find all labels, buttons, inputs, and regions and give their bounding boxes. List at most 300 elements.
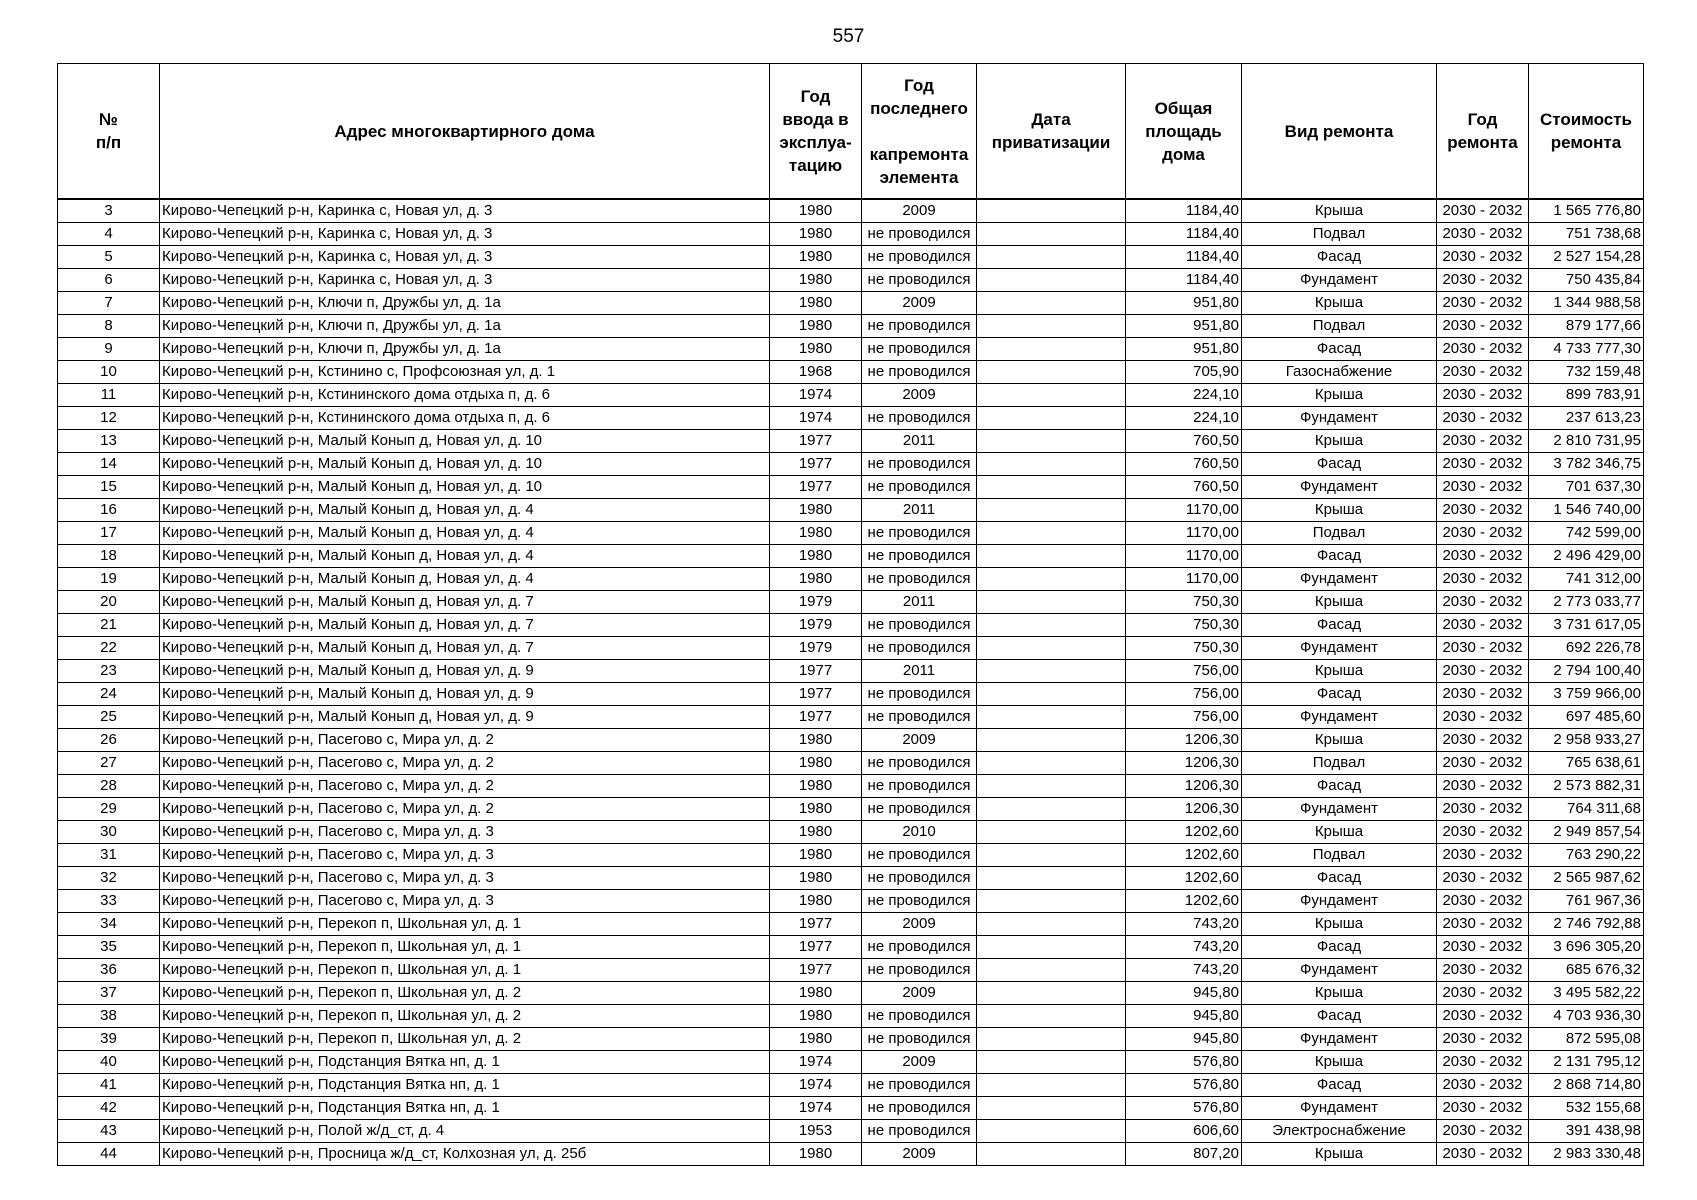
cell-year-built: 1979 [770, 591, 862, 614]
cell-privatization-date [977, 1143, 1126, 1166]
col-total-area-header-line: дома [1162, 144, 1205, 164]
cell-last-repair: не проводился [862, 614, 977, 637]
cell-repair-type: Крыша [1242, 982, 1437, 1005]
cell-address: Кирово-Чепецкий р-н, Малый Конып д, Новая ул, д. 4 [160, 522, 770, 545]
cell-repair-cost: 751 738,68 [1529, 223, 1644, 246]
cell-number: 43 [58, 1120, 160, 1143]
table-row [58, 361, 1644, 384]
cell-repair-cost: 2 527 154,28 [1529, 246, 1644, 269]
table-row [58, 499, 1644, 522]
cell-address: Кирово-Чепецкий р-н, Перекоп п, Школьная ул, д. 1 [160, 936, 770, 959]
cell-year-built: 1977 [770, 453, 862, 476]
cell-address: Кирово-Чепецкий р-н, Просница ж/д_ст, Колхозная ул, д. 25б [160, 1143, 770, 1166]
cell-number: 17 [58, 522, 160, 545]
cell-repair-cost: 391 438,98 [1529, 1120, 1644, 1143]
cell-address: Кирово-Чепецкий р-н, Каринка с, Новая ул, д. 3 [160, 199, 770, 223]
cell-address: Кирово-Чепецкий р-н, Малый Конып д, Новая ул, д. 10 [160, 453, 770, 476]
cell-total-area: 1206,30 [1126, 729, 1242, 752]
cell-total-area: 1206,30 [1126, 798, 1242, 821]
cell-privatization-date [977, 269, 1126, 292]
cell-number: 12 [58, 407, 160, 430]
cell-number: 33 [58, 890, 160, 913]
cell-repair-year: 2030 - 2032 [1437, 798, 1529, 821]
cell-total-area: 1202,60 [1126, 867, 1242, 890]
cell-address: Кирово-Чепецкий р-н, Малый Конып д, Новая ул, д. 4 [160, 568, 770, 591]
cell-repair-type: Крыша [1242, 821, 1437, 844]
cell-last-repair: не проводился [862, 476, 977, 499]
cell-privatization-date [977, 637, 1126, 660]
cell-repair-type: Крыша [1242, 591, 1437, 614]
cell-repair-year: 2030 - 2032 [1437, 1005, 1529, 1028]
cell-total-area: 750,30 [1126, 614, 1242, 637]
cell-last-repair: не проводился [862, 1028, 977, 1051]
cell-last-repair: не проводился [862, 752, 977, 775]
cell-repair-type: Подвал [1242, 752, 1437, 775]
cell-repair-type: Крыша [1242, 729, 1437, 752]
cell-repair-year: 2030 - 2032 [1437, 246, 1529, 269]
cell-privatization-date [977, 591, 1126, 614]
cell-year-built: 1979 [770, 637, 862, 660]
cell-total-area: 1170,00 [1126, 499, 1242, 522]
cell-address: Кирово-Чепецкий р-н, Малый Конып д, Новая ул, д. 10 [160, 476, 770, 499]
cell-number: 37 [58, 982, 160, 1005]
cell-last-repair: 2011 [862, 499, 977, 522]
cell-number: 24 [58, 683, 160, 706]
table-header-row [58, 64, 1644, 200]
cell-number: 11 [58, 384, 160, 407]
cell-number: 22 [58, 637, 160, 660]
cell-repair-type: Фасад [1242, 246, 1437, 269]
col-year-built-header [770, 64, 862, 200]
cell-total-area: 576,80 [1126, 1097, 1242, 1120]
cell-year-built: 1980 [770, 752, 862, 775]
cell-year-built: 1968 [770, 361, 862, 384]
cell-repair-cost: 761 967,36 [1529, 890, 1644, 913]
cell-repair-cost: 697 485,60 [1529, 706, 1644, 729]
cell-repair-cost: 3 782 346,75 [1529, 453, 1644, 476]
cell-repair-type: Фасад [1242, 936, 1437, 959]
cell-total-area: 1206,30 [1126, 752, 1242, 775]
cell-year-built: 1977 [770, 706, 862, 729]
cell-address: Кирово-Чепецкий р-н, Каринка с, Новая ул, д. 3 [160, 269, 770, 292]
cell-address: Кирово-Чепецкий р-н, Перекоп п, Школьная ул, д. 1 [160, 959, 770, 982]
cell-repair-cost: 899 783,91 [1529, 384, 1644, 407]
cell-privatization-date [977, 867, 1126, 890]
cell-privatization-date [977, 1051, 1126, 1074]
cell-repair-year: 2030 - 2032 [1437, 1074, 1529, 1097]
table-row [58, 660, 1644, 683]
col-privatization-date-header-line: Дата [1031, 110, 1071, 129]
cell-repair-year: 2030 - 2032 [1437, 821, 1529, 844]
cell-repair-type: Фундамент [1242, 706, 1437, 729]
cell-repair-type: Фасад [1242, 453, 1437, 476]
cell-address: Кирово-Чепецкий р-н, Перекоп п, Школьная ул, д. 2 [160, 1028, 770, 1051]
cell-year-built: 1980 [770, 568, 862, 591]
cell-privatization-date [977, 545, 1126, 568]
cell-privatization-date [977, 775, 1126, 798]
col-number-header [58, 64, 160, 200]
cell-year-built: 1980 [770, 1028, 862, 1051]
cell-address: Кирово-Чепецкий р-н, Перекоп п, Школьная ул, д. 2 [160, 1005, 770, 1028]
cell-last-repair: 2011 [862, 660, 977, 683]
cell-repair-year: 2030 - 2032 [1437, 752, 1529, 775]
cell-repair-type: Крыша [1242, 913, 1437, 936]
col-last-repair-header-line: последнего [870, 98, 968, 118]
cell-year-built: 1974 [770, 1074, 862, 1097]
cell-number: 19 [58, 568, 160, 591]
cell-total-area: 750,30 [1126, 637, 1242, 660]
cell-repair-year: 2030 - 2032 [1437, 430, 1529, 453]
col-last-repair-header [862, 64, 977, 200]
table-row [58, 821, 1644, 844]
cell-year-built: 1980 [770, 199, 862, 223]
cell-address: Кирово-Чепецкий р-н, Каринка с, Новая ул, д. 3 [160, 246, 770, 269]
table-row [58, 959, 1644, 982]
page-number: 557 [832, 26, 865, 47]
cell-address: Кирово-Чепецкий р-н, Кстинино с, Профсоюзная ул, д. 1 [160, 361, 770, 384]
cell-year-built: 1980 [770, 1005, 862, 1028]
col-total-area-header-line: площадь [1145, 121, 1222, 141]
cell-last-repair: не проводился [862, 706, 977, 729]
cell-repair-cost: 685 676,32 [1529, 959, 1644, 982]
cell-repair-type: Подвал [1242, 844, 1437, 867]
cell-last-repair: 2009 [862, 1051, 977, 1074]
cell-repair-cost: 732 159,48 [1529, 361, 1644, 384]
cell-repair-year: 2030 - 2032 [1437, 959, 1529, 982]
cell-repair-year: 2030 - 2032 [1437, 384, 1529, 407]
col-last-repair-header-line: элемента [879, 167, 959, 187]
cell-repair-year: 2030 - 2032 [1437, 706, 1529, 729]
cell-number: 15 [58, 476, 160, 499]
cell-repair-type: Крыша [1242, 292, 1437, 315]
cell-last-repair: 2009 [862, 729, 977, 752]
cell-repair-year: 2030 - 2032 [1437, 269, 1529, 292]
cell-privatization-date [977, 384, 1126, 407]
cell-address: Кирово-Чепецкий р-н, Пасегово с, Мира ул, д. 2 [160, 729, 770, 752]
cell-total-area: 576,80 [1126, 1074, 1242, 1097]
cell-total-area: 1184,40 [1126, 223, 1242, 246]
col-repair-cost-header-line: ремонта [1550, 133, 1622, 152]
cell-last-repair: не проводился [862, 453, 977, 476]
cell-last-repair: 2009 [862, 199, 977, 223]
cell-number: 5 [58, 246, 160, 269]
cell-repair-type: Фундамент [1242, 890, 1437, 913]
col-repair-type-header [1242, 64, 1437, 200]
cell-year-built: 1980 [770, 522, 862, 545]
cell-repair-cost: 879 177,66 [1529, 315, 1644, 338]
cell-repair-year: 2030 - 2032 [1437, 499, 1529, 522]
cell-repair-year: 2030 - 2032 [1437, 637, 1529, 660]
cell-privatization-date [977, 1120, 1126, 1143]
cell-repair-year: 2030 - 2032 [1437, 982, 1529, 1005]
repair-schedule-table [57, 63, 1644, 1166]
table-row [58, 568, 1644, 591]
cell-repair-year: 2030 - 2032 [1437, 913, 1529, 936]
col-year-built-header-line: ввода в [782, 110, 849, 129]
cell-last-repair: не проводился [862, 1074, 977, 1097]
cell-total-area: 705,90 [1126, 361, 1242, 384]
table-row [58, 890, 1644, 913]
cell-repair-type: Фундамент [1242, 1097, 1437, 1120]
cell-privatization-date [977, 798, 1126, 821]
cell-total-area: 1184,40 [1126, 269, 1242, 292]
cell-total-area: 1202,60 [1126, 844, 1242, 867]
cell-privatization-date [977, 706, 1126, 729]
cell-year-built: 1953 [770, 1120, 862, 1143]
cell-year-built: 1980 [770, 292, 862, 315]
cell-address: Кирово-Чепецкий р-н, Каринка с, Новая ул, д. 3 [160, 223, 770, 246]
cell-privatization-date [977, 1028, 1126, 1051]
cell-repair-year: 2030 - 2032 [1437, 729, 1529, 752]
cell-address: Кирово-Чепецкий р-н, Малый Конып д, Новая ул, д. 9 [160, 660, 770, 683]
cell-year-built: 1980 [770, 223, 862, 246]
cell-number: 40 [58, 1051, 160, 1074]
cell-repair-year: 2030 - 2032 [1437, 867, 1529, 890]
table-row [58, 729, 1644, 752]
table-row [58, 1097, 1644, 1120]
cell-number: 32 [58, 867, 160, 890]
cell-year-built: 1980 [770, 890, 862, 913]
table-row [58, 315, 1644, 338]
cell-repair-year: 2030 - 2032 [1437, 199, 1529, 223]
cell-number: 3 [58, 199, 160, 223]
cell-year-built: 1980 [770, 315, 862, 338]
cell-repair-cost: 4 703 936,30 [1529, 1005, 1644, 1028]
cell-last-repair: не проводился [862, 683, 977, 706]
cell-repair-cost: 2 773 033,77 [1529, 591, 1644, 614]
cell-year-built: 1977 [770, 959, 862, 982]
table-row [58, 522, 1644, 545]
cell-repair-year: 2030 - 2032 [1437, 1143, 1529, 1166]
cell-year-built: 1977 [770, 660, 862, 683]
cell-repair-cost: 692 226,78 [1529, 637, 1644, 660]
cell-number: 44 [58, 1143, 160, 1166]
cell-privatization-date [977, 292, 1126, 315]
cell-repair-cost: 2 565 987,62 [1529, 867, 1644, 890]
cell-repair-type: Фундамент [1242, 798, 1437, 821]
cell-repair-type: Фундамент [1242, 568, 1437, 591]
cell-privatization-date [977, 729, 1126, 752]
cell-repair-cost: 2 794 100,40 [1529, 660, 1644, 683]
col-last-repair-header-line [864, 120, 974, 143]
cell-repair-year: 2030 - 2032 [1437, 315, 1529, 338]
cell-last-repair: 2010 [862, 821, 977, 844]
cell-year-built: 1980 [770, 246, 862, 269]
cell-repair-cost: 701 637,30 [1529, 476, 1644, 499]
cell-number: 14 [58, 453, 160, 476]
cell-total-area: 807,20 [1126, 1143, 1242, 1166]
col-number-header-line: № [99, 110, 118, 129]
cell-repair-cost: 2 746 792,88 [1529, 913, 1644, 936]
table-body [58, 199, 1644, 1166]
cell-year-built: 1974 [770, 384, 862, 407]
cell-repair-cost: 1 546 740,00 [1529, 499, 1644, 522]
cell-repair-year: 2030 - 2032 [1437, 476, 1529, 499]
cell-repair-year: 2030 - 2032 [1437, 1120, 1529, 1143]
cell-privatization-date [977, 476, 1126, 499]
cell-last-repair: не проводился [862, 545, 977, 568]
cell-last-repair: не проводился [862, 361, 977, 384]
cell-last-repair: не проводился [862, 1120, 977, 1143]
cell-repair-year: 2030 - 2032 [1437, 568, 1529, 591]
cell-privatization-date [977, 568, 1126, 591]
cell-total-area: 1170,00 [1126, 568, 1242, 591]
cell-repair-year: 2030 - 2032 [1437, 1097, 1529, 1120]
cell-last-repair: не проводился [862, 407, 977, 430]
cell-repair-year: 2030 - 2032 [1437, 936, 1529, 959]
cell-privatization-date [977, 407, 1126, 430]
cell-year-built: 1980 [770, 1143, 862, 1166]
cell-year-built: 1977 [770, 913, 862, 936]
cell-privatization-date [977, 223, 1126, 246]
cell-repair-cost: 764 311,68 [1529, 798, 1644, 821]
cell-repair-type: Фасад [1242, 867, 1437, 890]
cell-address: Кирово-Чепецкий р-н, Подстанция Вятка нп, д. 1 [160, 1051, 770, 1074]
cell-last-repair: 2011 [862, 591, 977, 614]
table-row [58, 430, 1644, 453]
col-privatization-date-header [977, 64, 1126, 200]
col-repair-year-header-line: Год [1467, 110, 1498, 129]
cell-last-repair: не проводился [862, 522, 977, 545]
cell-privatization-date [977, 246, 1126, 269]
cell-repair-type: Фасад [1242, 338, 1437, 361]
cell-repair-type: Фасад [1242, 1005, 1437, 1028]
cell-repair-year: 2030 - 2032 [1437, 890, 1529, 913]
cell-address: Кирово-Чепецкий р-н, Перекоп п, Школьная ул, д. 2 [160, 982, 770, 1005]
col-repair-cost-header-line: Стоимость [1540, 110, 1632, 129]
cell-repair-year: 2030 - 2032 [1437, 522, 1529, 545]
cell-address: Кирово-Чепецкий р-н, Пасегово с, Мира ул, д. 2 [160, 798, 770, 821]
cell-year-built: 1980 [770, 269, 862, 292]
table-row [58, 384, 1644, 407]
cell-repair-year: 2030 - 2032 [1437, 407, 1529, 430]
cell-repair-cost: 1 344 988,58 [1529, 292, 1644, 315]
cell-privatization-date [977, 959, 1126, 982]
cell-repair-type: Фундамент [1242, 407, 1437, 430]
cell-address: Кирово-Чепецкий р-н, Малый Конып д, Новая ул, д. 7 [160, 614, 770, 637]
cell-repair-cost: 2 983 330,48 [1529, 1143, 1644, 1166]
cell-address: Кирово-Чепецкий р-н, Подстанция Вятка нп, д. 1 [160, 1097, 770, 1120]
cell-number: 13 [58, 430, 160, 453]
table-row [58, 637, 1644, 660]
cell-last-repair: не проводился [862, 637, 977, 660]
cell-address: Кирово-Чепецкий р-н, Кстининского дома отдыха п, д. 6 [160, 384, 770, 407]
cell-privatization-date [977, 522, 1126, 545]
cell-privatization-date [977, 614, 1126, 637]
table-row [58, 1051, 1644, 1074]
cell-last-repair: не проводился [862, 890, 977, 913]
cell-privatization-date [977, 683, 1126, 706]
cell-repair-type: Крыша [1242, 199, 1437, 223]
cell-privatization-date [977, 660, 1126, 683]
cell-number: 41 [58, 1074, 160, 1097]
cell-number: 25 [58, 706, 160, 729]
cell-privatization-date [977, 936, 1126, 959]
cell-number: 10 [58, 361, 160, 384]
cell-total-area: 1184,40 [1126, 199, 1242, 223]
table-row [58, 1074, 1644, 1097]
cell-repair-cost: 765 638,61 [1529, 752, 1644, 775]
cell-privatization-date [977, 752, 1126, 775]
cell-repair-cost: 2 868 714,80 [1529, 1074, 1644, 1097]
cell-repair-cost: 742 599,00 [1529, 522, 1644, 545]
col-address-header [160, 64, 770, 200]
col-repair-cost-header [1529, 64, 1644, 200]
cell-address: Кирово-Чепецкий р-н, Пасегово с, Мира ул, д. 3 [160, 867, 770, 890]
cell-privatization-date [977, 361, 1126, 384]
table-row [58, 775, 1644, 798]
cell-number: 39 [58, 1028, 160, 1051]
cell-total-area: 1202,60 [1126, 890, 1242, 913]
cell-total-area: 576,80 [1126, 1051, 1242, 1074]
cell-number: 27 [58, 752, 160, 775]
cell-total-area: 945,80 [1126, 982, 1242, 1005]
col-last-repair-header-line: Год [904, 75, 934, 95]
cell-address: Кирово-Чепецкий р-н, Малый Конып д, Новая ул, д. 9 [160, 683, 770, 706]
cell-privatization-date [977, 982, 1126, 1005]
table-row [58, 913, 1644, 936]
cell-privatization-date [977, 430, 1126, 453]
cell-address: Кирово-Чепецкий р-н, Перекоп п, Школьная ул, д. 1 [160, 913, 770, 936]
cell-last-repair: не проводился [862, 223, 977, 246]
cell-year-built: 1980 [770, 775, 862, 798]
cell-last-repair: 2009 [862, 982, 977, 1005]
cell-year-built: 1980 [770, 545, 862, 568]
cell-number: 23 [58, 660, 160, 683]
col-repair-year-header-line: ремонта [1447, 133, 1518, 152]
cell-total-area: 760,50 [1126, 430, 1242, 453]
table-row [58, 246, 1644, 269]
cell-repair-year: 2030 - 2032 [1437, 338, 1529, 361]
cell-year-built: 1980 [770, 499, 862, 522]
cell-repair-type: Фасад [1242, 1074, 1437, 1097]
cell-number: 36 [58, 959, 160, 982]
col-repair-year-header [1437, 64, 1529, 200]
cell-last-repair: 2009 [862, 384, 977, 407]
cell-repair-cost: 1 565 776,80 [1529, 199, 1644, 223]
cell-last-repair: 2009 [862, 913, 977, 936]
cell-number: 16 [58, 499, 160, 522]
cell-total-area: 743,20 [1126, 913, 1242, 936]
table-row [58, 1005, 1644, 1028]
cell-repair-type: Крыша [1242, 660, 1437, 683]
cell-total-area: 760,50 [1126, 476, 1242, 499]
cell-repair-type: Подвал [1242, 223, 1437, 246]
cell-number: 29 [58, 798, 160, 821]
table-row [58, 199, 1644, 223]
cell-number: 26 [58, 729, 160, 752]
cell-year-built: 1977 [770, 683, 862, 706]
cell-privatization-date [977, 1074, 1126, 1097]
table-row [58, 614, 1644, 637]
cell-total-area: 750,30 [1126, 591, 1242, 614]
cell-repair-type: Фундамент [1242, 1028, 1437, 1051]
cell-repair-cost: 2 496 429,00 [1529, 545, 1644, 568]
cell-repair-type: Электроснабжение [1242, 1120, 1437, 1143]
cell-total-area: 945,80 [1126, 1005, 1242, 1028]
table-row [58, 269, 1644, 292]
cell-address: Кирово-Чепецкий р-н, Ключи п, Дружбы ул, д. 1а [160, 338, 770, 361]
cell-address: Кирово-Чепецкий р-н, Пасегово с, Мира ул, д. 3 [160, 890, 770, 913]
cell-year-built: 1980 [770, 338, 862, 361]
cell-repair-type: Фундамент [1242, 269, 1437, 292]
table-row [58, 407, 1644, 430]
cell-address: Кирово-Чепецкий р-н, Малый Конып д, Новая ул, д. 7 [160, 637, 770, 660]
col-repair-type-header-line: Вид ремонта [1284, 121, 1394, 141]
cell-privatization-date [977, 453, 1126, 476]
cell-number: 42 [58, 1097, 160, 1120]
cell-repair-cost: 2 131 795,12 [1529, 1051, 1644, 1074]
